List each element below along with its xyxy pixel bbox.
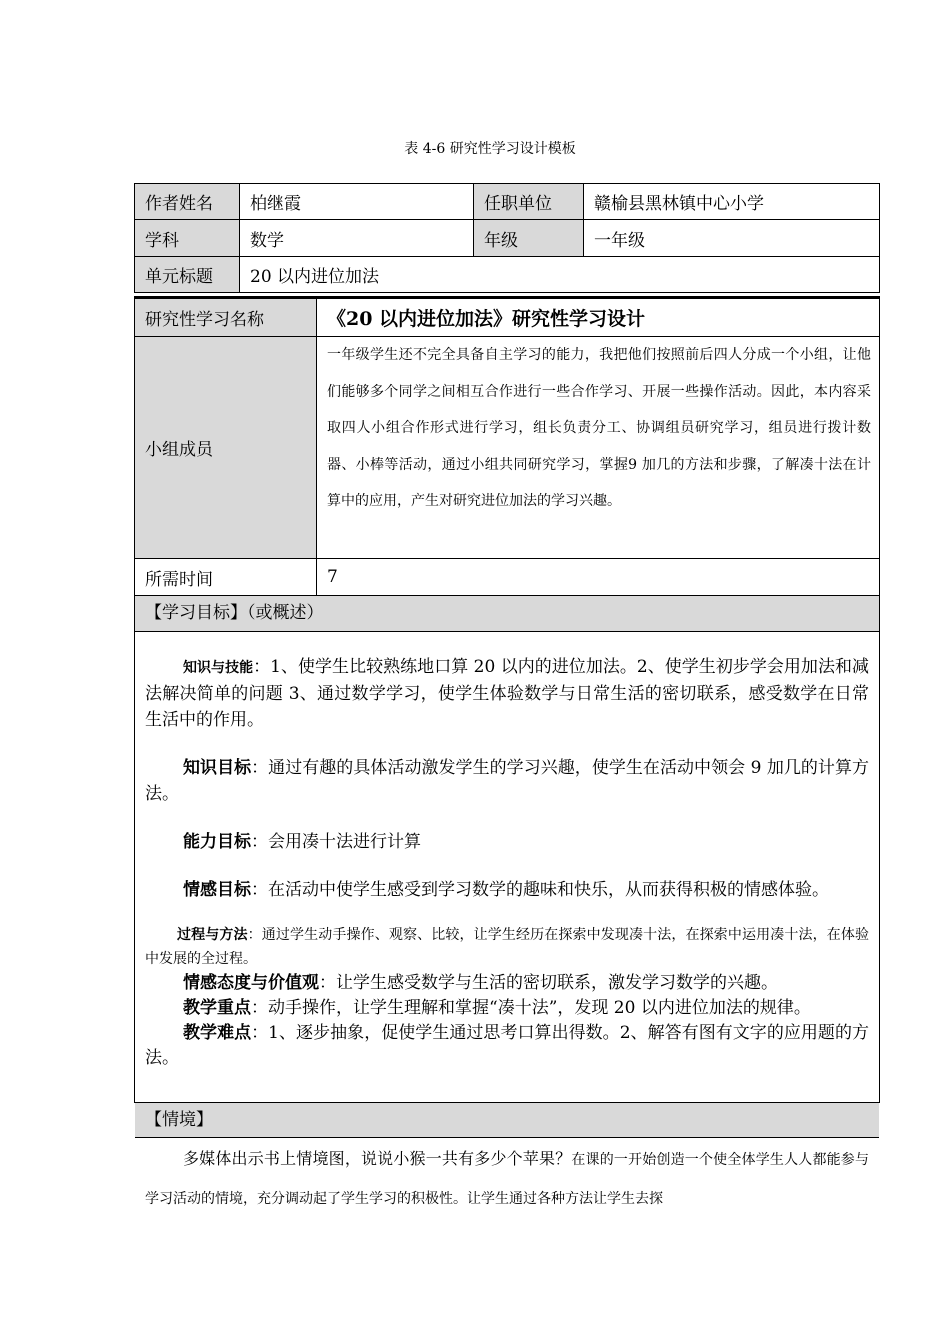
study-name-value: 《20 以内进位加法》研究性学习设计 bbox=[327, 308, 646, 330]
study-name-label: 研究性学习名称 bbox=[135, 299, 317, 336]
subject-value: 数学 bbox=[240, 220, 474, 256]
knowledge-skill-paragraph bbox=[145, 654, 869, 733]
members-label: 小组成员 bbox=[135, 337, 317, 558]
author-value: 柏继霞 bbox=[240, 184, 474, 219]
process-paragraph bbox=[145, 923, 869, 971]
table-caption: 表 4-6 研究性学习设计模板 bbox=[404, 141, 576, 157]
emotion-goal-label: 情感目标 bbox=[183, 880, 251, 900]
context-paragraph bbox=[145, 1140, 869, 1218]
unit-label: 任职单位 bbox=[474, 184, 584, 219]
subject-row bbox=[135, 220, 879, 257]
knowledge-goal-paragraph bbox=[145, 755, 869, 807]
context-body bbox=[135, 1138, 879, 1218]
context-text-lead: 多媒体出示书上情境图，说说小猴一共有多少个苹果？ bbox=[183, 1149, 572, 1168]
name-row bbox=[135, 299, 879, 337]
process-text: ：通过学生动手操作、观察、比较，让学生经历在探索中发现凑十法，在探索中运用凑十法，在体验中发展的全过程。 bbox=[145, 927, 869, 967]
objectives-header: 【学习目标】（或概述） bbox=[135, 596, 879, 632]
emotion-goal-text: ：在活动中使学生感受到学习数学的趣味和快乐，从而获得积极的情感体验。 bbox=[251, 880, 829, 900]
time-value: 7 bbox=[327, 567, 338, 587]
subject-label: 学科 bbox=[135, 220, 240, 256]
unit-value: 赣榆县黑林镇中心小学 bbox=[594, 194, 764, 214]
attitude-paragraph bbox=[145, 971, 869, 996]
grade-value: 一年级 bbox=[594, 230, 645, 251]
attitude-label: 情感态度与价值观 bbox=[183, 973, 319, 993]
members-text: 一年级学生还不完全具备自主学习的能力，我把他们按照前后四人分成一个小组，让他们能够多个同学之间相互合作进行一些合作学习、开展一些操作活动。因此，本内容采取四人小组合作形式进行学习，组长负责分工、协调组员研究学习，组员进行拨计数器、小棒等活动，通过小组共同研究学习，掌握9 加几的方法和步骤，了解凑十法在计算中的应用，产生对研究进位加法的学习兴趣。 bbox=[327, 347, 871, 509]
knowledge-skill-label: 知识与技能 bbox=[183, 660, 254, 676]
author-row bbox=[135, 184, 879, 220]
members-row bbox=[135, 337, 879, 559]
time-label: 所需时间 bbox=[135, 559, 317, 595]
knowledge-skill-text: ：1、使学生比较熟练地口算 20 以内的进位加法。2、使学生初步学会用加法和减法解决简单的问题 3、通过数学学习，使学生体验数学与日常生活的密切联系，感受数学在日常生活中的作用。 bbox=[145, 657, 870, 730]
emotion-goal-paragraph bbox=[145, 877, 869, 903]
knowledge-goal-label: 知识目标 bbox=[183, 758, 252, 778]
topic-value: 20 以内进位加法 bbox=[250, 267, 380, 287]
context-header: 【情境】 bbox=[135, 1102, 879, 1138]
key-point-paragraph bbox=[145, 996, 869, 1021]
difficulty-text: ：1、逐步抽象，促使学生通过思考口算出得数。2、解答有图有文字的应用题的方法。 bbox=[145, 1023, 869, 1068]
design-table bbox=[134, 296, 880, 1207]
process-label: 过程与方法 bbox=[177, 927, 248, 943]
knowledge-goal-text: ：通过有趣的具体活动激发学生的学习兴趣，使学生在活动中领会 9 加几的计算方法。 bbox=[145, 758, 870, 804]
author-label: 作者姓名 bbox=[135, 184, 240, 219]
context-text-rest: 在课的一开始创造一个使全体学生人人都能参与学习活动的情境，充分调动起了学生学习的积极性。让学生通过各种方法让学生去探 bbox=[145, 1152, 869, 1207]
key-point-label: 教学重点 bbox=[183, 998, 251, 1018]
difficulty-paragraph bbox=[145, 1021, 869, 1071]
objectives-body bbox=[135, 632, 879, 1102]
time-row bbox=[135, 559, 879, 596]
ability-goal-text: ：会用凑十法进行计算 bbox=[251, 832, 421, 852]
topic-row bbox=[135, 257, 879, 292]
info-table bbox=[134, 183, 880, 293]
topic-label: 单元标题 bbox=[135, 257, 240, 292]
attitude-text: ：让学生感受数学与生活的密切联系，激发学习数学的兴趣。 bbox=[319, 973, 778, 993]
key-point-text: ：动手操作，让学生理解和掌握“凑十法”，发现 20 以内进位加法的规律。 bbox=[251, 998, 811, 1018]
ability-goal-label: 能力目标 bbox=[183, 832, 251, 852]
ability-goal-paragraph bbox=[145, 829, 869, 855]
grade-label: 年级 bbox=[474, 220, 584, 256]
difficulty-label: 教学难点 bbox=[183, 1023, 252, 1043]
